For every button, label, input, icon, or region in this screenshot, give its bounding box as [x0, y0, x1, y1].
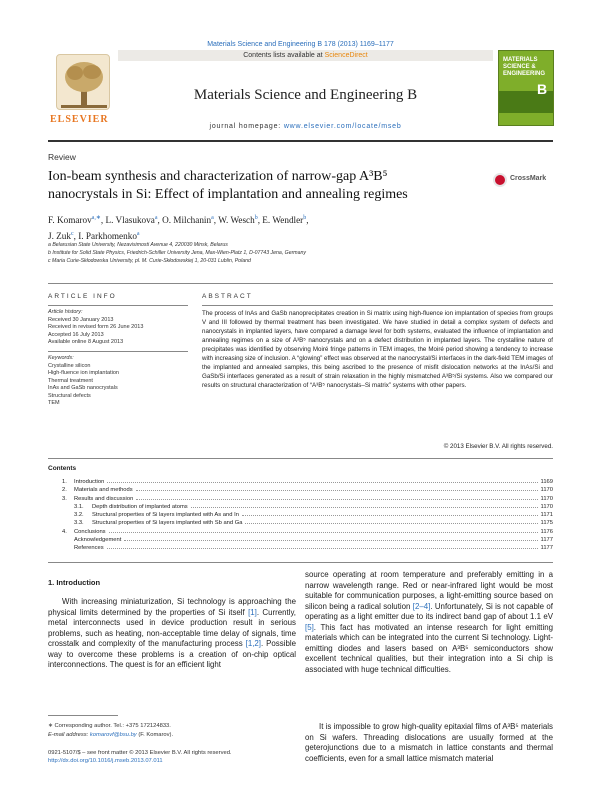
journal-name: Materials Science and Engineering B — [193, 87, 418, 103]
keyword[interactable]: Structural defects — [48, 392, 91, 399]
divider — [48, 562, 553, 563]
masthead — [48, 50, 553, 135]
history-item: Available online 8 August 2013 — [48, 339, 124, 345]
toc-leader — [245, 523, 538, 524]
divider — [48, 458, 553, 459]
keyword[interactable]: InAs and GaSb nanocrystals — [48, 385, 118, 391]
author[interactable]: O. Milchanin$^a$ — [162, 215, 214, 226]
toc-leader — [109, 532, 538, 533]
author[interactable]: L. Vlasukova$^a$ — [105, 215, 158, 226]
divider — [48, 351, 188, 352]
toc-title: Results and discussion — [74, 495, 134, 502]
history-item: Accepted 16 July 2013 — [48, 331, 104, 338]
toc-leader — [107, 482, 538, 483]
toc-leader — [107, 548, 538, 549]
contents-prefix: Contents lists available at — [243, 52, 325, 59]
toc-leader — [191, 507, 538, 508]
toc-title: Structural properties of Si layers implanted with As and In — [92, 512, 239, 519]
toc-title: Introduction — [74, 479, 105, 485]
body-paragraph: source operating at room temperature and preferably emitting in a narrow wavelength range. Red or near-infrared light would be most suitable for communication purposes, a light-emitting source based on silicon being a radical solution [2–4]. Unfortunately, Si is not capable of operating as a light emitter due to its indirect band gap of about 1.1 eV [5]. This fact has motivated an intense research for light emitting materials which can be integrated into the current Si technology. Light-emitting diodes and lasers based on A³B⁵ semiconductors show excellent technical qualities, but their integration into a Si chip is associated with huge technical difficulties. — [305, 570, 553, 674]
journal-homepage — [118, 123, 493, 130]
email-line: E-mail address: komarovf@bsu.by (F. Komarov). — [48, 732, 174, 738]
toc-entry[interactable] — [48, 528, 553, 536]
corresponding-author: ∗ Corresponding author. Tel.: +375 172124833. — [48, 723, 171, 729]
toc-page: 1176 — [540, 528, 553, 535]
contents-heading: Contents — [48, 465, 77, 472]
toc-title: Materials and methods — [74, 487, 133, 494]
article-type: Review — [48, 152, 76, 162]
keyword[interactable]: High-fluence ion implantation — [48, 370, 119, 376]
toc-number: 4. — [62, 528, 67, 535]
section-heading: 1. Introduction — [48, 578, 101, 587]
keywords — [48, 355, 188, 408]
toc-entry[interactable] — [48, 511, 553, 519]
article-title: Ion-beam synthesis and characterization of narrow-gap A³B⁵ nanocrystals in Si: Effect of implantation and annealing regimes — [48, 169, 408, 202]
cover-title: MATERIALS SCIENCE & ENGINEERING — [503, 57, 546, 77]
history-item: Received in revised form 26 June 2013 — [48, 324, 144, 330]
toc-page: 1177 — [540, 537, 553, 544]
abstract-copyright: © 2013 Elsevier B.V. All rights reserved. — [443, 443, 553, 450]
divider — [48, 283, 553, 284]
running-header[interactable]: Materials Science and Engineering B 178 (2013) 1169–1177 — [207, 41, 394, 48]
toc-number: 3.2. — [74, 512, 84, 519]
toc-number: 3.3. — [74, 520, 84, 527]
toc-page: 1171 — [540, 512, 553, 519]
affiliation: b Institute for Solid State Physics, Friedrich-Schiller University Jena, Max-Wien-Platz 1, D-07743 Jena, Germany — [48, 250, 306, 256]
body-paragraph: It is impossible to grow high-quality epitaxial films of A³B⁵ materials on Si wafers. Threading dislocations are usually formed at the geterojunctions due to a mismatch in lattice constants and thermal coefficients, even for a small lattice mismatch material — [305, 722, 553, 763]
toc-title: Conclusions — [74, 528, 106, 535]
toc-entry[interactable] — [48, 486, 553, 494]
keywords-label: Keywords: — [48, 355, 74, 361]
toc-entry[interactable] — [48, 519, 553, 527]
toc-leader — [136, 499, 538, 500]
toc-title: Acknowledgement — [74, 537, 122, 544]
abstract-heading: ABSTRACT — [202, 293, 253, 300]
doi-link[interactable]: http://dx.doi.org/10.1016/j.mseb.2013.07.011 — [48, 758, 163, 764]
abstract-text: The process of InAs and GaSb nanoprecipitates creation in Si matrix using high-fluence ion implantation of species from groups V and III followed by thermal treatment has been investigated. We have studied in detail a complex system of defects and nanocrystals in implanted layers, have compared a damage level for both systems, evaluated the influence of implantation and annealing regimes on a size of A³B⁵ nanocrystals and on a defect distribution in implanted layers. The crystalline nature of precipitates was identified by observing Moiré fringe patterns in TEM images, the Moiré period showing a tendency to increase with increasing size of inclusion. A “glowing” effect was observed at the nanocrystal/Si interfaces in the dark-field TEM images of the implanted and annealed samples, this being ascribed to the presence of misfit dislocation networks at the InAs/Si and GaSb/Si interfaces generated as a result of strain relaxation in the highly mismatched A³B⁵/Si systems. Also we compared our results on structural characterization of “A³B⁵ nanocrystals–Si matrix” systems with other papers. — [202, 310, 553, 389]
toc-number: 1. — [62, 479, 67, 485]
article-history — [48, 309, 188, 347]
author[interactable]: I. Parkhomenko$^a$ — [78, 231, 140, 242]
toc-title: Depth distribution of implanted atoms — [92, 503, 188, 510]
elsevier-logo[interactable] — [48, 52, 116, 130]
history-item: Received 30 January 2013 — [48, 316, 114, 323]
toc-leader — [136, 490, 538, 491]
homepage-prefix: journal homepage: — [209, 123, 284, 130]
toc-number: 3.1. — [74, 503, 84, 510]
toc-page: 1175 — [540, 520, 553, 527]
toc-page: 1169 — [540, 479, 553, 485]
toc-number: 2. — [62, 487, 67, 494]
author[interactable]: E. Wendler$^b$ — [262, 215, 307, 226]
toc-page: 1170 — [540, 487, 553, 494]
citation-link[interactable]: [2–4] — [412, 601, 431, 611]
author[interactable]: F. Komarov$^{a,∗}$ — [48, 215, 101, 226]
homepage-link[interactable]: www.elsevier.com/locate/mseb — [283, 123, 402, 130]
footnote-divider — [48, 715, 118, 716]
toc-entry[interactable] — [48, 478, 553, 486]
toc-entry[interactable] — [48, 536, 553, 544]
keyword[interactable]: Crystalline silicon — [48, 362, 91, 369]
toc-title: Structural properties of Si layers implanted with Sb and Ga — [92, 520, 243, 527]
divider — [202, 305, 553, 306]
elsevier-tree-icon — [56, 54, 110, 110]
toc-page: 1170 — [540, 495, 553, 502]
divider — [48, 305, 188, 306]
table-of-contents — [48, 478, 553, 553]
history-label: Article history: — [48, 309, 83, 315]
author-list: F. Komarov$^{a,∗}$, L. Vlasukova$^a$, O. Milchanin$^a$, W. Wesch$^b$, E. Wendler$^b$, J. Zuk$^c$, I. Parkhomenko$^a$ — [48, 215, 309, 242]
email-link[interactable]: komarovf@bsu.by — [89, 732, 137, 738]
masthead-rule — [48, 140, 553, 142]
affiliation: c Maria Curie-Skłodowska University, pl. M. Curie-Skłodowskiej 1, 20-031 Lublin, Poland — [48, 258, 251, 264]
contents-band — [118, 50, 493, 61]
cover-letter: B — [537, 81, 548, 97]
issn-line: 0921-5107/$ – see front matter © 2013 Elsevier B.V. All rights reserved. — [48, 750, 232, 756]
toc-page: 1177 — [540, 545, 553, 552]
body-paragraph: With increasing miniaturization, Si technology is approaching the physical limits determined by the properties of Si itself [1]. Currently, metal interconnects used in device production result in serious problems, such as heating, non-acceptable time delay of signals, time crosstalk and complexity of the manufacturing process [1,2]. Possible way to overcome these problems is a creation of on-chip optical interconnections. The quest is for an efficient light — [48, 597, 296, 669]
keyword[interactable]: TEM — [48, 400, 60, 406]
author[interactable]: J. Zuk$^c$ — [48, 231, 74, 242]
keyword[interactable]: Thermal treatment — [48, 377, 93, 384]
citation-link[interactable]: [5] — [305, 622, 314, 632]
citation-link[interactable]: [1] — [248, 607, 257, 617]
toc-entry[interactable] — [48, 544, 553, 552]
crossmark-label: CrossMark — [510, 175, 547, 182]
crossmark-badge[interactable] — [493, 172, 553, 190]
author[interactable]: W. Wesch$^b$ — [218, 215, 258, 226]
publisher-name: ELSEVIER — [50, 114, 109, 125]
journal-cover[interactable] — [498, 50, 554, 126]
toc-title: References — [74, 545, 104, 552]
article-info-heading: ARTICLE INFO — [48, 293, 117, 300]
crossmark-icon — [493, 173, 507, 187]
sciencedirect-link[interactable]: ScienceDirect — [324, 52, 368, 59]
toc-leader — [124, 540, 538, 541]
affiliation: a Belarusian State University, Nezavisimosti Avenue 4, 220030 Minsk, Belarus — [48, 242, 228, 248]
toc-entry[interactable] — [48, 503, 553, 511]
toc-page: 1170 — [540, 503, 553, 510]
toc-number: 3. — [62, 495, 67, 502]
toc-leader — [242, 515, 538, 516]
toc-entry[interactable] — [48, 495, 553, 503]
citation-link[interactable]: [1,2] — [245, 639, 261, 648]
